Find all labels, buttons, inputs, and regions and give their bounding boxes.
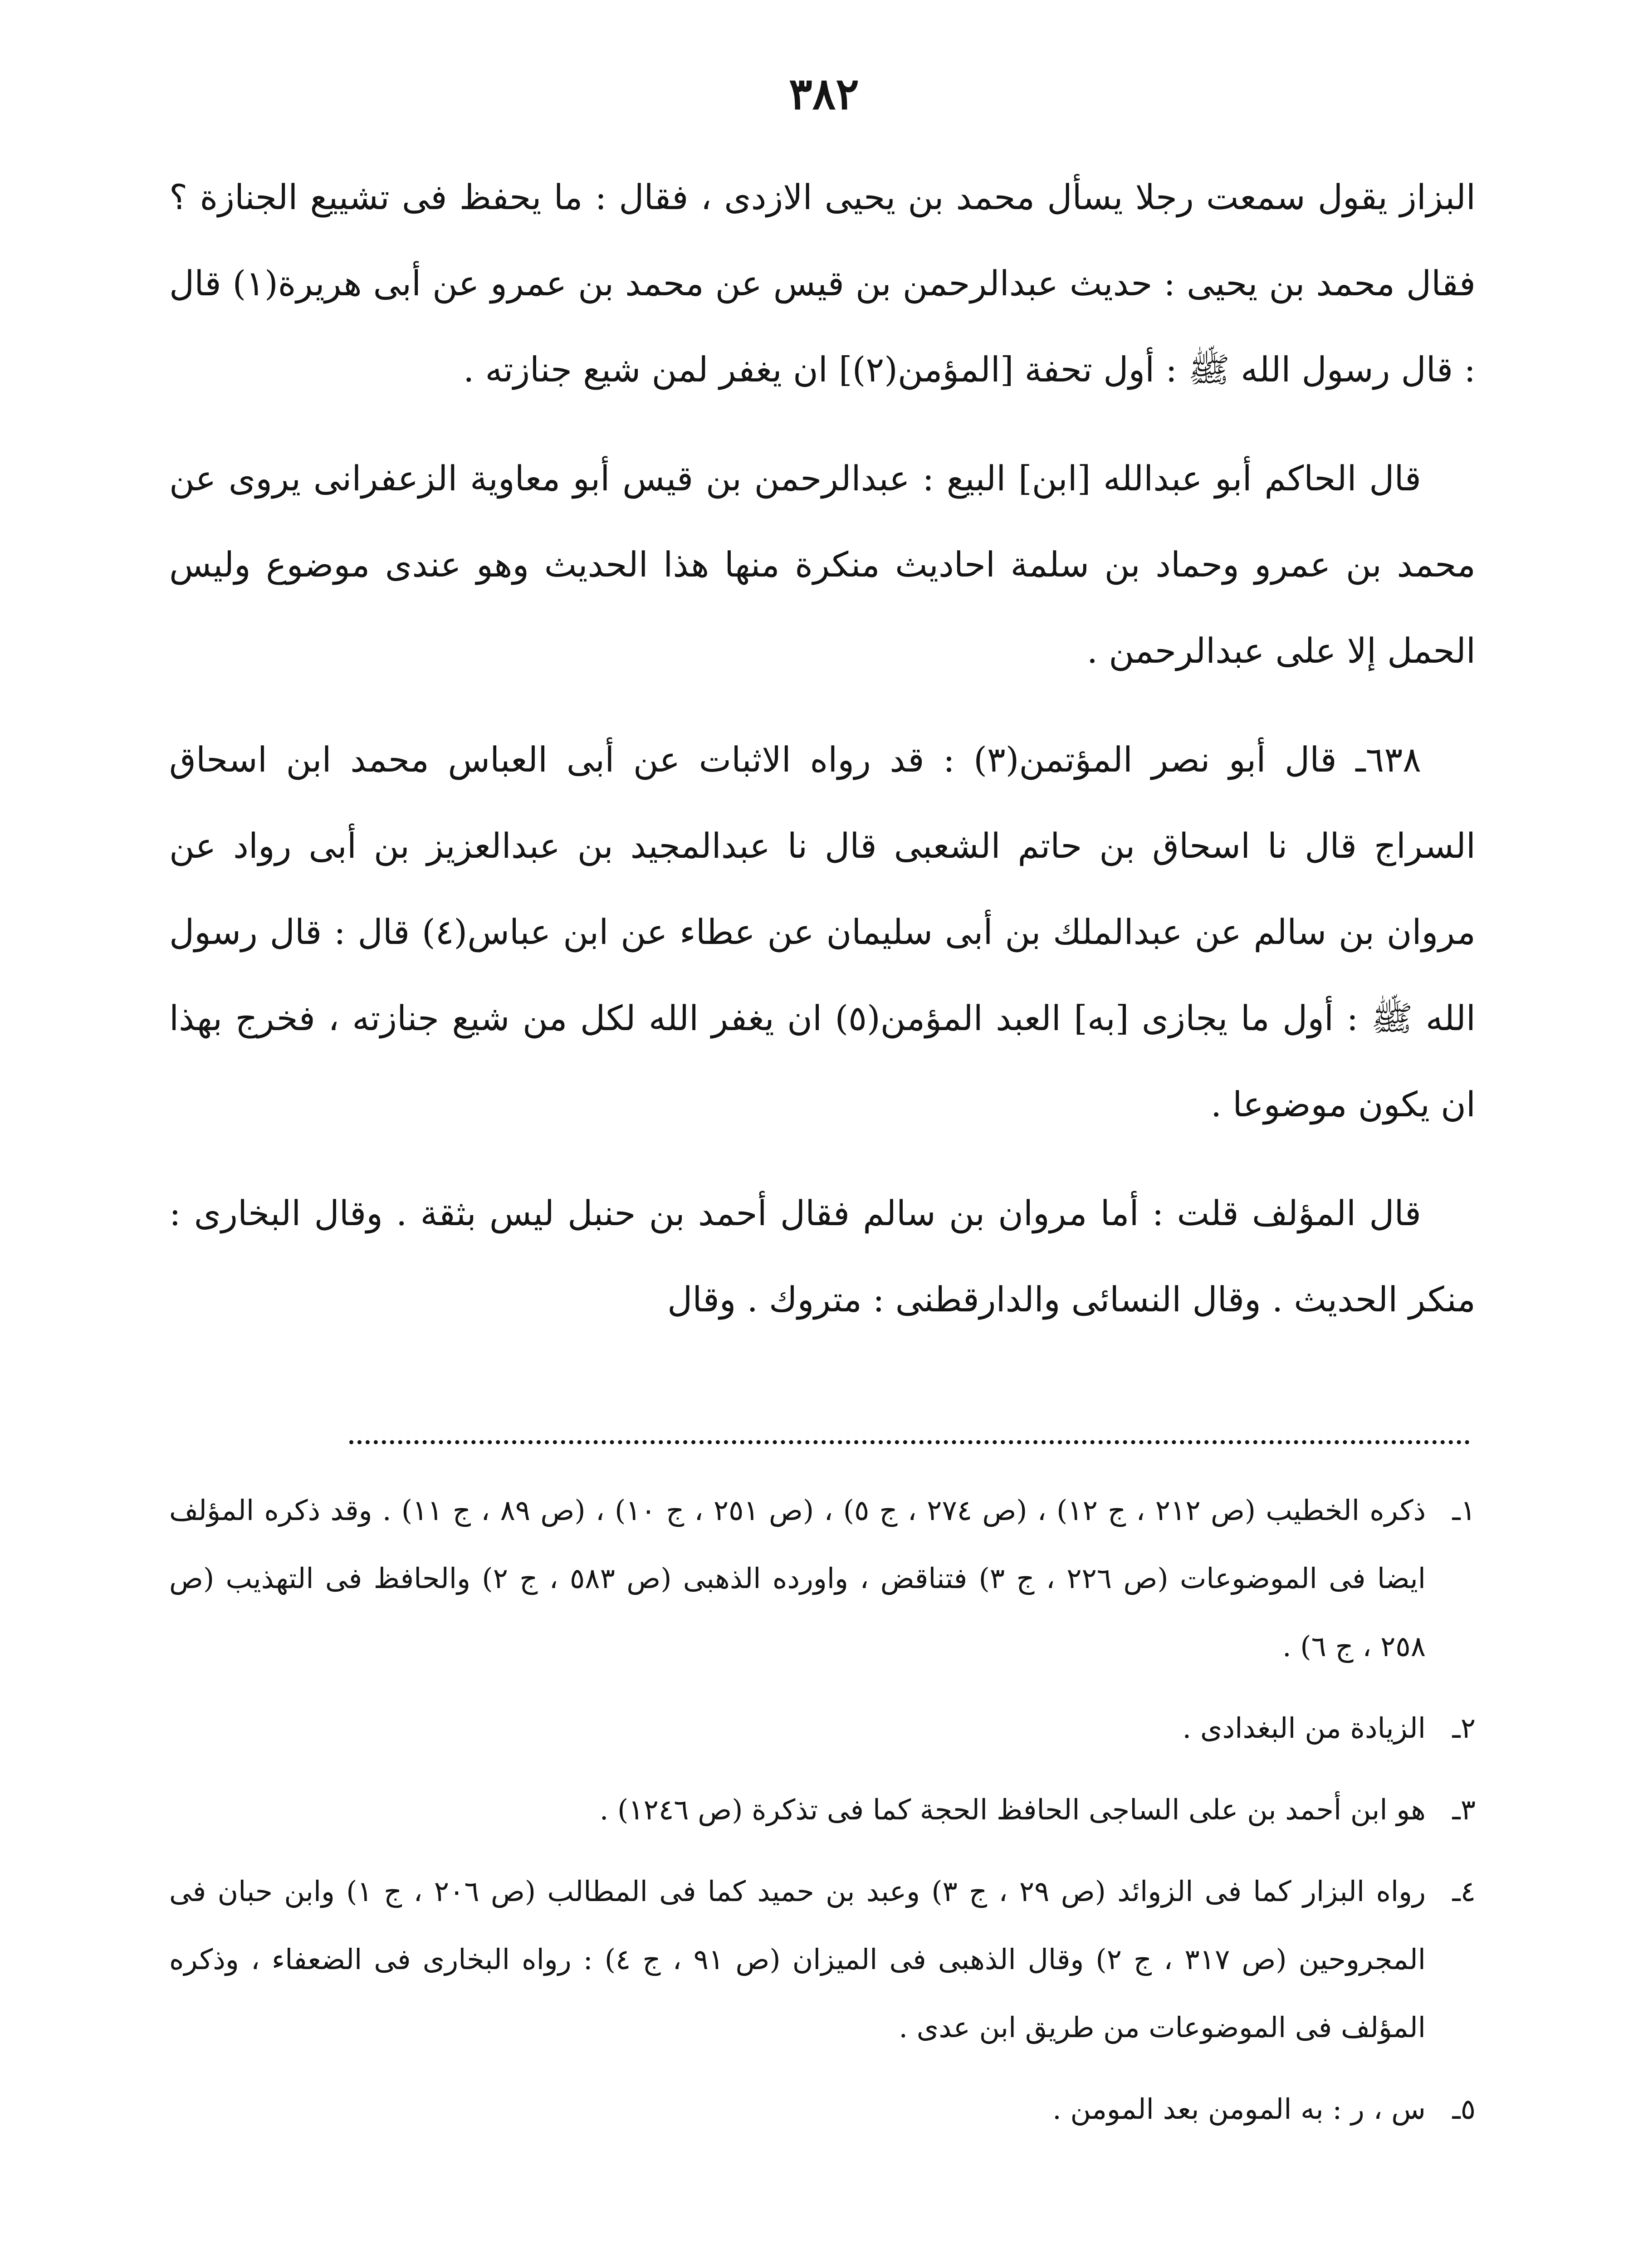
footnote-5 [169, 2075, 1476, 2143]
footnote-2 [169, 1694, 1476, 1762]
footnote-number: ٥ـ [1452, 2092, 1476, 2126]
footnote-text: الزيادة من البغدادى . [1182, 1711, 1426, 1745]
paragraph-4: قال المؤلف قلت : أما مروان بن سالم فقال أحمد بن حنبل ليس بثقة . وقال البخارى : منكر الحديث . وقال النسائى والدارقطنى : متروك . وقال [169, 1193, 1476, 1320]
footnote-text: هو ابن أحمد بن على الساجى الحافظ الحجة كما فى تذكرة (ص ١٢٤٦) . [599, 1793, 1426, 1826]
footnote-text: س ، ر : به المومن بعد المومن . [1052, 2092, 1426, 2126]
footnotes [169, 1476, 1476, 2157]
footnote-separator [349, 1440, 1470, 1444]
main-text [169, 154, 1476, 1343]
paragraph-3: ٦٣٨ـ قال أبو نصر المؤتمن(٣) : قد رواه الاثبات عن أبى العباس محمد ابن اسحاق السراج قال نا اسحاق بن حاتم الشعبى قال نا عبدالمجيد بن عبدالعزيز بن أبى رواد عن مروان بن سالم عن عبدالملك بن أبى سليمان عن عطاء عن ابن عباس(٤) قال : قال رسول الله ﷺ : أول ما يجازى [به] العبد المؤمن(٥) ان يغفر الله لكل من شيع جنازته ، فخرج بهذا ان يكون موضوعا . [169, 739, 1476, 1124]
footnote-number: ٣ـ [1452, 1793, 1476, 1826]
footnote-text: ذكره الخطيب (ص ٢١٢ ، ج ١٢) ، (ص ٢٧٤ ، ج ٥) ، (ص ٢٥١ ، ج ١٠) ، (ص ٨٩ ، ج ١١) . وقد ذكره المؤلف ايضا فى الموضوعات (ص ٢٢٦ ، ج ٣) فتناقض ، واورده الذهبى (ص ٥٨٣ ، ج ٢) والحافظ فى التهذيب (ص ٢٥٨ ، ج ٦) . [169, 1494, 1426, 1663]
paragraph-2: قال الحاكم أبو عبدالله [ابن] البيع : عبدالرحمن بن قيس أبو معاوية الزعفرانى يروى عن محمد بن عمرو وحماد بن سلمة احاديث منكرة منها هذا الحديث وهو عندى موضوع وليس الحمل إلا على عبدالرحمن . [169, 458, 1476, 671]
paragraph-1: البزاز يقول سمعت رجلا يسأل محمد بن يحيى الازدى ، فقال : ما يحفظ فى تشييع الجنازة ؟ فقال محمد بن يحيى : حديث عبدالرحمن بن قيس عن محمد بن عمرو عن أبى هريرة(١) قال : قال رسول الله ﷺ : أول تحفة [المؤمن(٢)] ان يغفر لمن شيع جنازته . [169, 177, 1476, 390]
footnote-4 [169, 1857, 1476, 2062]
footnote-number: ٢ـ [1452, 1711, 1476, 1745]
footnote-text: رواه البزار كما فى الزوائد (ص ٢٩ ، ج ٣) وعبد بن حميد كما فى المطالب (ص ٢٠٦ ، ج ١) وابن حبان فى المجروحين (ص ٣١٧ ، ج ٢) وقال الذهبى فى الميزان (ص ٩١ ، ج ٤) : رواه البخارى فى الضعفاء ، وذكره المؤلف فى الموضوعات من طريق ابن عدى . [169, 1875, 1426, 2044]
footnote-3 [169, 1776, 1476, 1844]
footnote-number: ١ـ [1452, 1494, 1476, 1527]
footnote-number: ٤ـ [1452, 1875, 1476, 1908]
page-number: ٣٨٢ [789, 68, 859, 119]
footnote-1 [169, 1476, 1476, 1681]
